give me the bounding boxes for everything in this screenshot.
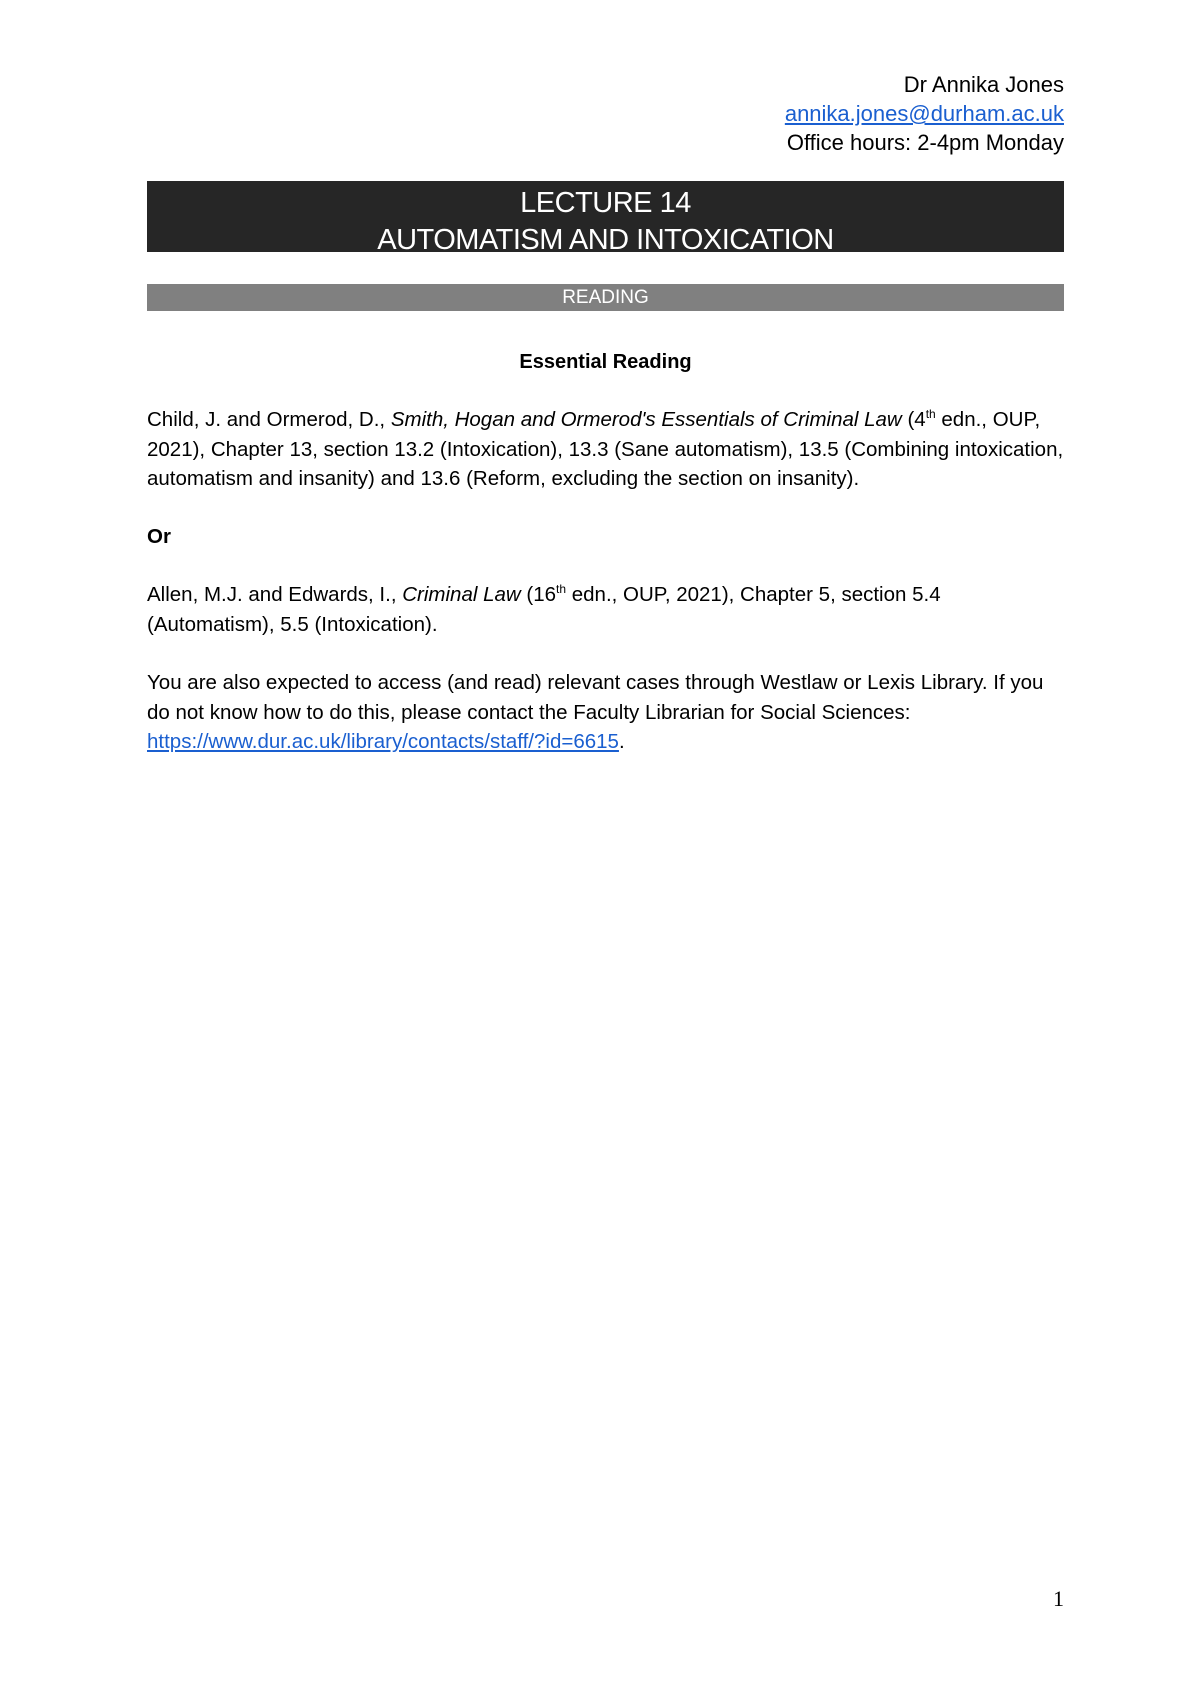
lecture-number: LECTURE 14 [520, 187, 691, 219]
citation-details: edn., OUP, 2021), Chapter 13, section 13.2 (Intoxication), 13.3 (Sane automatism), 13.5 (Combining intoxication, automatism and insanity) and 13.6 (Reform, excluding the section on insanity). [147, 408, 1064, 490]
lecture-title: AUTOMATISM AND INTOXICATION [377, 224, 834, 256]
lecture-banner [147, 181, 1064, 256]
citation-authors: Allen, M.J. and Edwards, I., [147, 583, 403, 606]
citation-details: edn., OUP, 2021), Chapter 5, section 5.4 (Automatism), 5.5 (Intoxication). [147, 583, 941, 636]
librarian-contact-link[interactable]: https://www.dur.ac.uk/library/contacts/staff/?id=6615 [147, 730, 619, 753]
access-note-text: You are also expected to access (and read) relevant cases through Westlaw or Lexis Library. If you do not know how to do this, please contact the Faculty Librarian for Social Sciences: [147, 671, 1044, 724]
access-note-trailing: . [618, 730, 625, 753]
access-note [147, 668, 1064, 757]
citation-title: Smith, Hogan and Ormerod's Essentials of Criminal Law [390, 408, 902, 431]
citation-edition-suffix: th [925, 407, 936, 422]
author-block [147, 70, 1064, 157]
essential-reading-heading: Essential Reading [519, 351, 692, 373]
citation-edition: (4 [901, 408, 926, 431]
page-number: 1 [1053, 1586, 1064, 1611]
reading-section-bar: READING [147, 284, 1064, 311]
citation-title: Criminal Law [402, 583, 521, 606]
office-hours: Office hours: 2-4pm Monday [786, 130, 1064, 155]
document-page [147, 70, 1064, 757]
reading-citation-allen-edwards [147, 580, 1064, 639]
author-name: Dr Annika Jones [903, 72, 1064, 97]
citation-edition: (16 [520, 583, 557, 606]
author-email-link[interactable]: annika.jones@durham.ac.uk [784, 101, 1064, 126]
or-separator: Or [147, 524, 171, 548]
reading-citation-child-ormerod [147, 405, 1064, 494]
citation-edition-suffix: th [556, 582, 567, 597]
citation-authors: Child, J. and Ormerod, D., [147, 408, 391, 431]
